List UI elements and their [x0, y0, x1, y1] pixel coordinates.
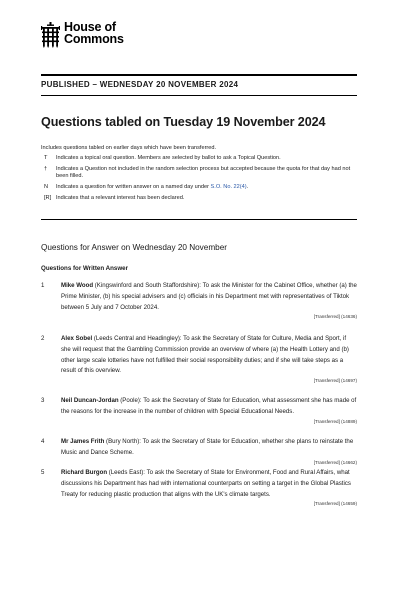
question-body [61, 396, 357, 418]
legend-text-after: . [246, 184, 249, 190]
legend-symbol: [R] [44, 195, 52, 201]
question-number: 5 [41, 469, 45, 476]
portcullis-icon [41, 22, 60, 48]
question-item [41, 334, 357, 385]
question-reference: [Transferred] (14636) [313, 314, 357, 320]
subheading: Questions for Written Answer [41, 265, 128, 272]
question-reference: [Transferred] (14889) [313, 418, 357, 424]
member-constituency: (Leeds Central and Headingley): [92, 335, 184, 342]
member-name: Neil Duncan-Jordan [61, 397, 119, 404]
question-item [41, 468, 357, 508]
intro-note: Includes questions tabled on earlier days which have been transferred. [41, 145, 217, 151]
logo-line-1: House of [64, 20, 116, 34]
member-name: Mr James Frith [61, 438, 105, 445]
question-text: To ask the Secretary of State for Education, whether she plans to reinstate the Music and Dance Scheme. [61, 438, 354, 456]
question-text: To ask the Minister for the Cabinet Office, whether (a) the Prime Minister, (b) his special advisers and (c) officials in his Department met with representatives of Tiktok between 5 July and 7 October 2024. [61, 282, 357, 311]
legend-symbol: N [44, 184, 49, 190]
question-reference: [Transferred] (14662) [313, 459, 357, 465]
page-title: Questions tabled on Tuesday 19 November 2024 [41, 115, 326, 129]
question-text: To ask the Secretary of State for Environment, Food and Rural Affairs, what discussions his Department has had with international counterparts on setting a target in the Global Plastics Treaty for reducing plastic production that aligns with the UK's climate targets. [61, 469, 351, 498]
question-body [61, 437, 357, 459]
member-constituency: (Kingswinford and South Staffordshire): [93, 282, 203, 289]
member-name: Richard Burgon [61, 469, 108, 476]
question-item [41, 281, 357, 321]
question-number: 4 [41, 438, 45, 445]
legend-item-relevant-interest [41, 195, 357, 202]
question-reference: [Transferred] (14697) [313, 378, 357, 384]
question-body [61, 281, 357, 313]
header-rule-bottom [41, 95, 357, 96]
question-body [61, 334, 357, 377]
logo-wordmark [64, 21, 124, 45]
question-item [41, 396, 357, 426]
logo-line-2: Commons [64, 32, 124, 46]
question-reference: [Transferred] (14659) [313, 501, 357, 507]
question-number: 2 [41, 335, 45, 342]
member-name: Alex Sobel [61, 335, 93, 342]
section-divider [41, 219, 357, 220]
legend-item-quota [41, 166, 357, 180]
question-number: 3 [41, 397, 45, 404]
legend-text [56, 184, 357, 191]
legend-text: Indicates a Question not included in the random selection process but accepted because the quota for that day had not been filled. [56, 166, 351, 179]
legend-text: Indicates a topical oral question. Members are selected by ballot to ask a Topical Question. [56, 155, 281, 161]
legend-symbol: T [44, 155, 48, 161]
standing-order-link[interactable]: S.O. No. 22(4) [210, 184, 247, 190]
legend-symbol: † [44, 166, 48, 172]
header-rule-top [41, 74, 357, 76]
legend-text-before: Indicates a question for written answer on a named day under [56, 184, 211, 190]
legend-text: Indicates that a relevant interest has been declared. [56, 195, 185, 201]
legend-item-topical [41, 155, 357, 162]
member-name: Mike Wood [61, 282, 94, 289]
question-number: 1 [41, 282, 45, 289]
question-body [61, 468, 357, 500]
question-item [41, 437, 357, 467]
legend-item-named-day [41, 184, 357, 191]
house-of-commons-logo [41, 21, 124, 48]
member-constituency: (Leeds East): [107, 469, 147, 476]
published-date: PUBLISHED – WEDNESDAY 20 NOVEMBER 2024 [41, 80, 239, 89]
section-heading: Questions for Answer on Wednesday 20 November [41, 243, 227, 252]
question-text: To ask the Secretary of State for Education, what assessment she has made of the reasons for the increase in the number of children with Special Educational Needs. [61, 397, 357, 415]
member-constituency: (Bury North): [104, 438, 143, 445]
question-text: To ask the Secretary of State for Culture, Media and Sport, if she will request that the Gambling Commission provide an overview of where (a) the Health Lottery and (b) other large scale lotteries have not fulfilled their social responsibility duties; and if she will take steps as a result of this overview. [61, 335, 349, 375]
member-constituency: (Poole): [118, 397, 144, 404]
legend [41, 155, 357, 206]
